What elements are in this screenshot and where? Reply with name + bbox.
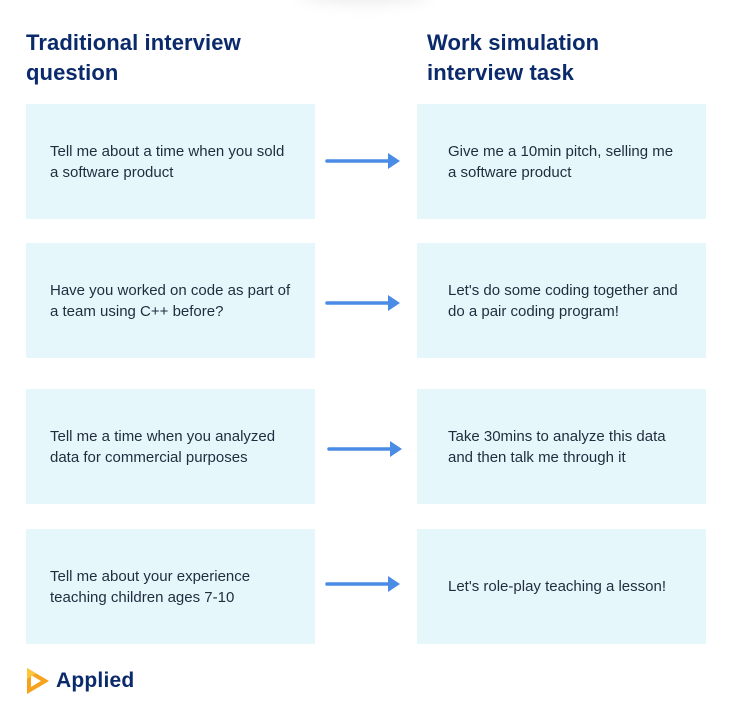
arrow-right-icon bbox=[325, 293, 403, 313]
simulation-task-text: Let's role-play teaching a lesson! bbox=[448, 578, 666, 595]
arrow-right-icon bbox=[327, 439, 405, 459]
traditional-question-text: Tell me about your experience teaching children ages 7-10 bbox=[50, 567, 251, 606]
simulation-task-card bbox=[417, 104, 706, 219]
traditional-question-card bbox=[26, 243, 315, 358]
traditional-question-card bbox=[26, 529, 315, 644]
simulation-task-text: Give me a 10min pitch, selling me a software product bbox=[448, 142, 674, 181]
simulation-task-text: Take 30mins to analyze this data and then talk me through it bbox=[448, 427, 666, 466]
traditional-question-text: Tell me about a time when you sold a software product bbox=[50, 142, 285, 181]
simulation-task-card bbox=[417, 389, 706, 504]
applied-logo bbox=[26, 667, 134, 695]
traditional-question-text: Have you worked on code as part of a team using C++ before? bbox=[50, 281, 291, 320]
traditional-question-text: Tell me a time when you analyzed data for commercial purposes bbox=[50, 427, 276, 466]
traditional-question-card bbox=[26, 389, 315, 504]
simulation-column-heading: Work simulation interview task bbox=[427, 30, 600, 85]
simulation-task-card bbox=[417, 529, 706, 644]
top-decorative-shadow bbox=[300, 0, 430, 2]
applied-logo-icon bbox=[26, 667, 50, 695]
traditional-column-heading: Traditional interview question bbox=[26, 30, 241, 85]
arrow-right-icon bbox=[325, 574, 403, 594]
simulation-task-card bbox=[417, 243, 706, 358]
simulation-task-text: Let's do some coding together and do a pair coding program! bbox=[448, 281, 678, 320]
traditional-question-card bbox=[26, 104, 315, 219]
arrow-right-icon bbox=[325, 151, 403, 171]
logo-wordmark: Applied bbox=[56, 669, 135, 692]
